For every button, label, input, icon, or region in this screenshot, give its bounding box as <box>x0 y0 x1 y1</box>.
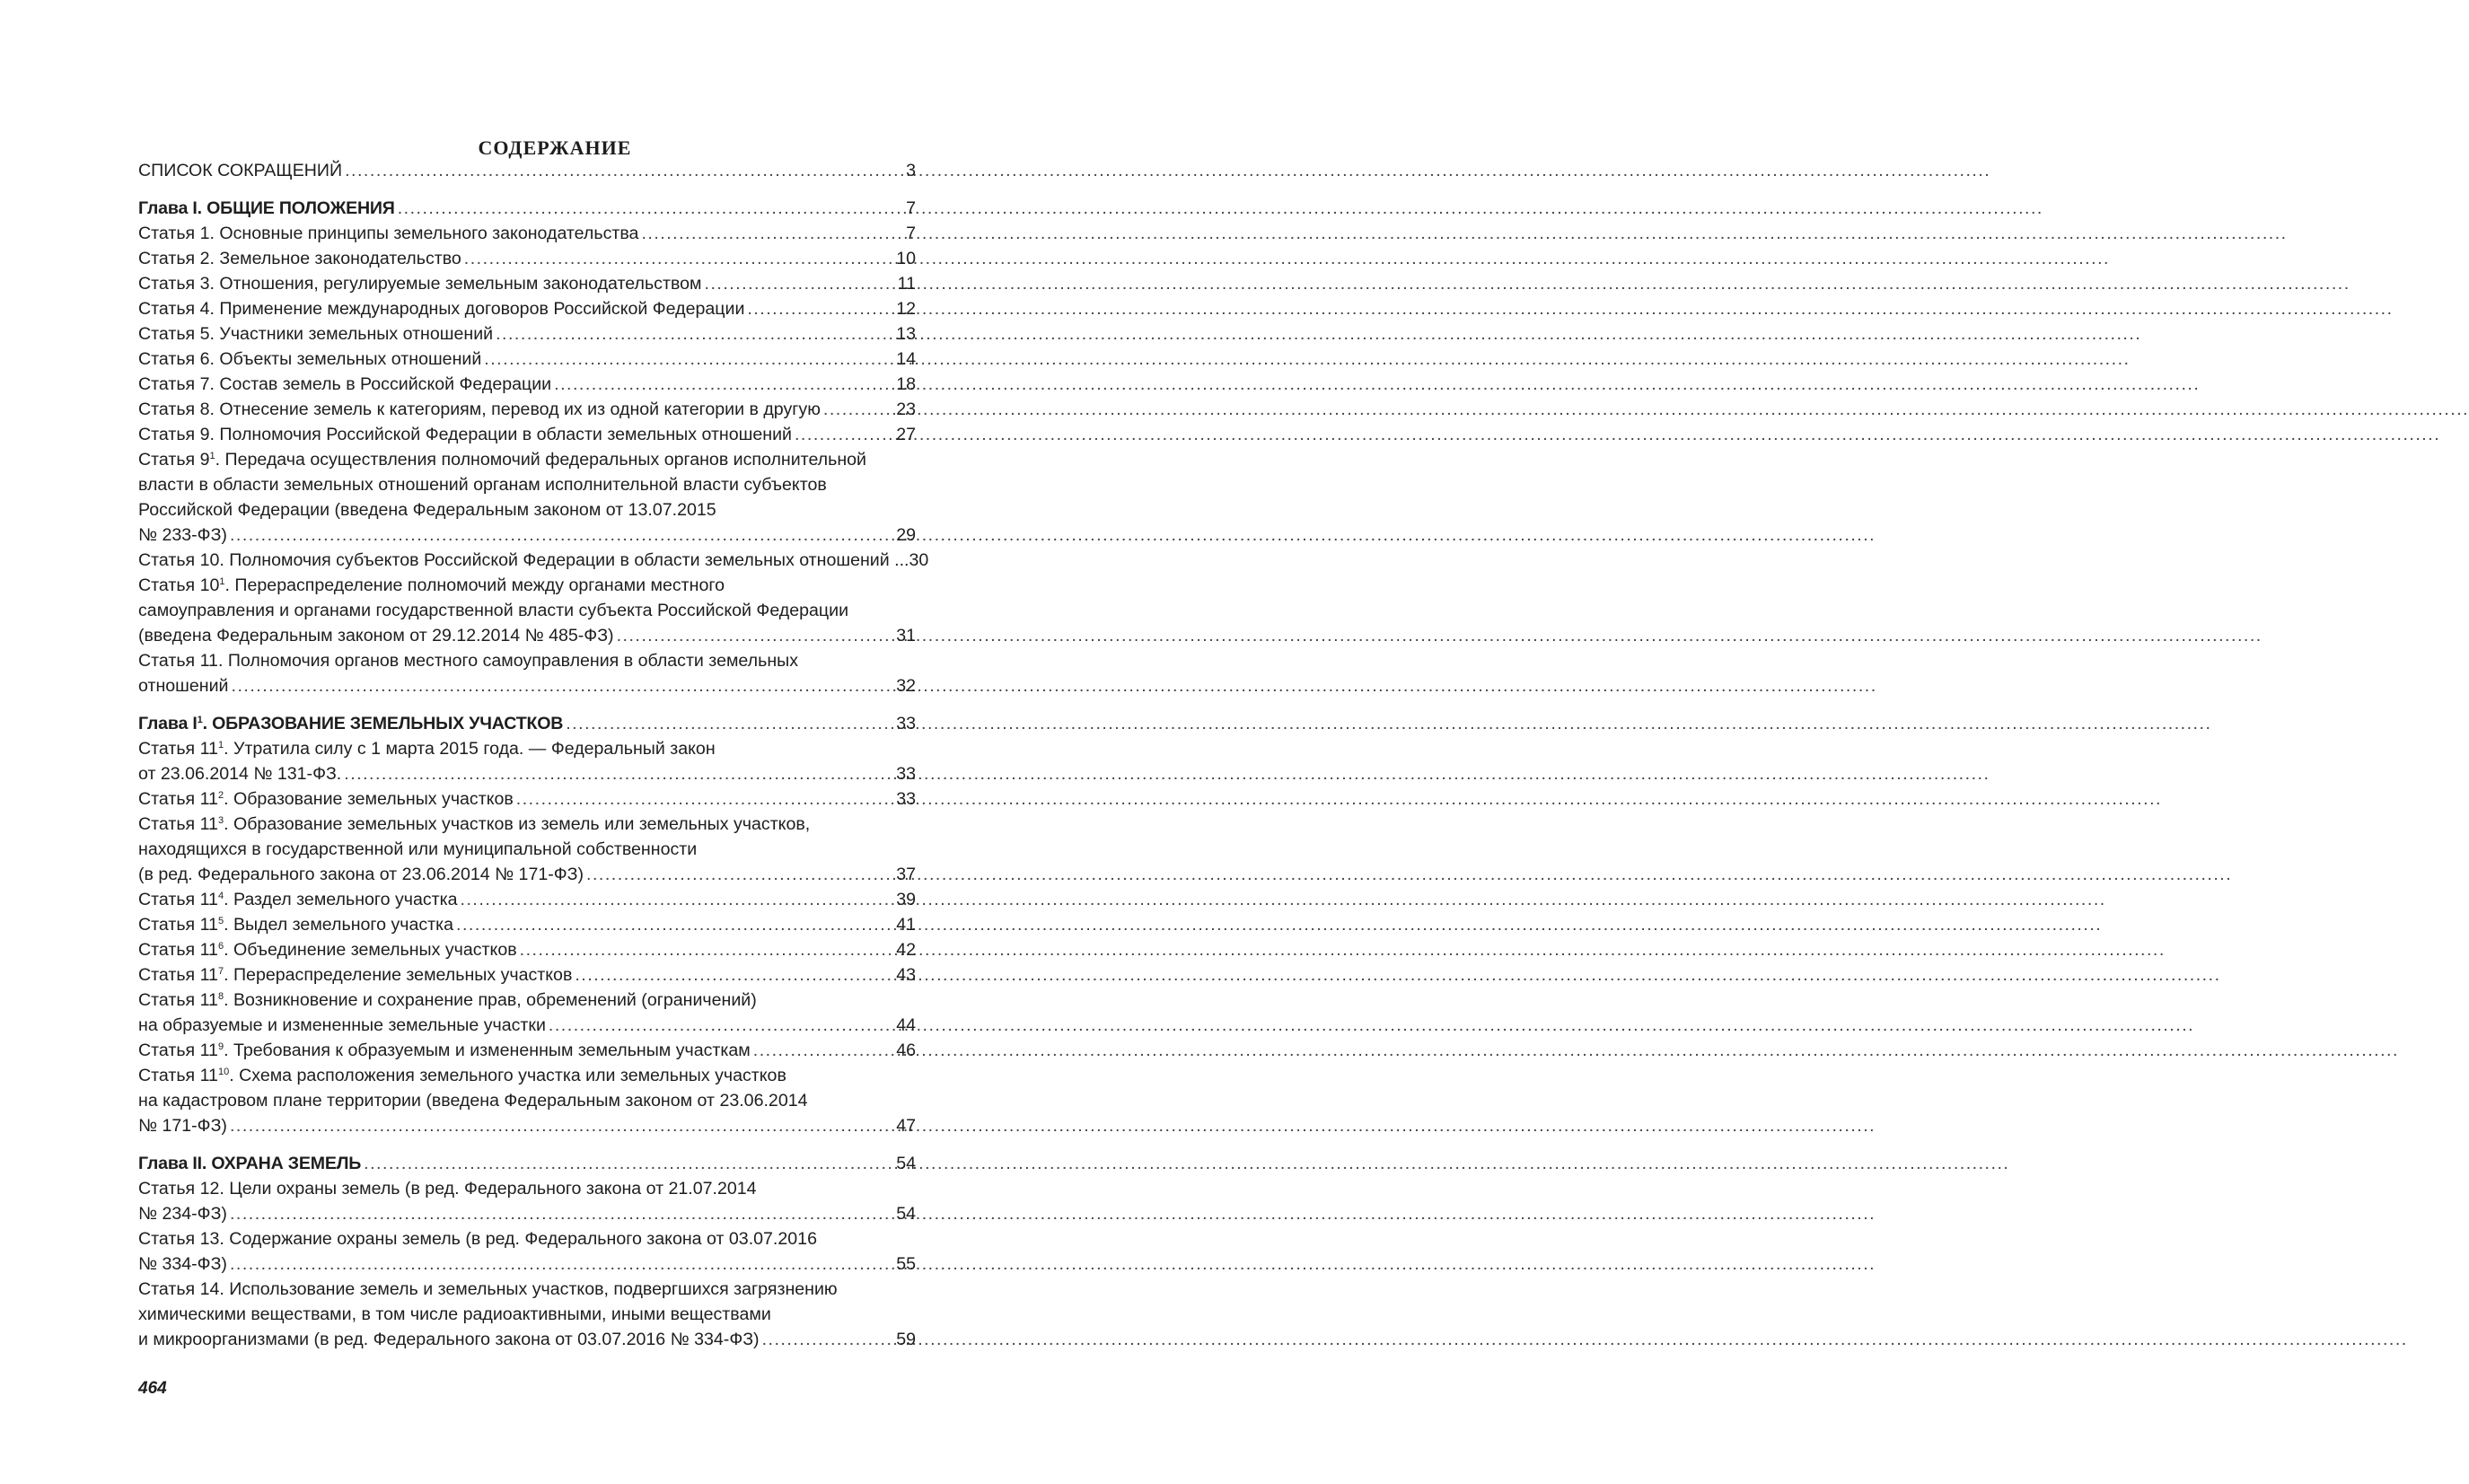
toc-entry-article-11-4[interactable]: Статья $11^4$. Раздел земельного участка ..... 39 <box>138 887 916 912</box>
toc-entry-article-3[interactable]: Статья 3. Отношения, регулируемые земельным законодательством ..... 11 <box>138 271 916 296</box>
toc-entry-article-6[interactable]: Статья 6. Объекты земельных отношений ..... 14 <box>138 347 916 372</box>
toc-entry-article-11-8[interactable]: Статья $11^8$. Возникновение и сохранение прав, обременений (ограничений) на образуемые и измененные земельные участки ..... 44 <box>138 988 916 1038</box>
toc-entry-article-11-7[interactable]: Статья $11^7$. Перераспределение земельных участков ..... 43 <box>138 962 916 988</box>
toc-chapter-1[interactable]: Глава I. ОБЩИЕ ПОЛОЖЕНИЯ ..... 7 <box>138 196 916 221</box>
toc-entry-article-11[interactable]: Статья 11. Полномочия органов местного самоуправления в области земельных отношений ..... 32 <box>138 648 916 698</box>
page-number: 3 <box>906 161 916 180</box>
toc-entry-article-11-3[interactable]: Статья $11^3$. Образование земельных участков из земель или земельных участков, находящихся в государственной или муниципальной собственности (в ред. Федерального закона от 23.06.2014 № 171-ФЗ) ..... 37 <box>138 812 916 887</box>
page-number: 7 <box>906 198 916 218</box>
toc-entry-abbreviations[interactable]: СПИСОК СОКРАЩЕНИЙ ..... 3 <box>138 158 916 183</box>
toc-entry-article-10[interactable]: Статья 10. Полномочия субъектов Российской Федерации в области земельных отношений ... 30 <box>138 550 929 570</box>
toc-entry-article-10-1[interactable]: Статья $10^1$. Перераспределение полномочий между органами местного самоуправления и органами государственной власти субъекта Российской Федерации (введена Федеральным законом от 29.12.2014 № 485-ФЗ) ..... 31 <box>138 573 916 648</box>
toc-entry-article-4[interactable]: Статья 4. Применение международных договоров Российской Федерации ..... 12 <box>138 296 916 321</box>
toc-chapter-1-1[interactable]: Глава $I^1$. ОБРАЗОВАНИЕ ЗЕМЕЛЬНЫХ УЧАСТКОВ ..... 33 <box>138 711 916 736</box>
toc-chapter-2[interactable]: Глава II. ОХРАНА ЗЕМЕЛЬ ..... 54 <box>138 1151 916 1176</box>
toc-entry-article-1[interactable]: Статья 1. Основные принципы земельного законодательства ..... 7 <box>138 221 916 246</box>
toc-entry-article-13[interactable]: Статья 13. Содержание охраны земель (в ред. Федерального закона от 03.07.2016 № 334-ФЗ) ..... 55 <box>138 1226 916 1277</box>
toc-entry-article-8[interactable]: Статья 8. Отнесение земель к категориям, перевод их из одной категории в другую ..... 23 <box>138 397 916 422</box>
book-page <box>0 0 1048 1484</box>
toc-entry-article-2[interactable]: Статья 2. Земельное законодательство ..... 10 <box>138 246 916 271</box>
table-of-contents <box>138 135 929 1352</box>
toc-title: СОДЕРЖАНИЕ <box>478 136 632 159</box>
toc-entry-article-11-1[interactable]: Статья $11^1$. Утратила силу с 1 марта 2015 года. — Федеральный закон от 23.06.2014 № 131-ФЗ. ..... 33 <box>138 736 916 786</box>
toc-entry-article-12[interactable]: Статья 12. Цели охраны земель (в ред. Федерального закона от 21.07.2014 № 234-ФЗ) ..... 54 <box>138 1176 916 1226</box>
toc-entry-article-14[interactable]: Статья 14. Использование земель и земельных участков, подвергшихся загрязнению химическими веществами, в том числе радиоактивными, иными веществами и микроорганизмами (в ред. Федерального закона от 03.07.2016 № 334-ФЗ) ..... 59 <box>138 1277 916 1352</box>
toc-entry-article-9-1[interactable]: Статья $9^1$. Передача осуществления полномочий федеральных органов исполнительной власти в области земельных отношений органам исполнительной власти субъектов Российской Федерации (введена Федеральным законом от 13.07.2015 № 233-ФЗ) ..... 29 <box>138 447 916 548</box>
toc-entry-article-11-5[interactable]: Статья $11^5$. Выдел земельного участка ..... 41 <box>138 912 916 937</box>
toc-entry-article-7[interactable]: Статья 7. Состав земель в Российской Федерации ..... 18 <box>138 372 916 397</box>
toc-entry-article-11-10[interactable]: Статья $11^{10}$. Схема расположения земельного участка или земельных участков на кадастровом плане территории (введена Федеральным законом от 23.06.2014 № 171-ФЗ) ..... 47 <box>138 1063 916 1138</box>
toc-entry-article-11-2[interactable]: Статья $11^2$. Образование земельных участков ..... 33 <box>138 786 916 812</box>
page-folio-number: 464 <box>138 1379 167 1398</box>
toc-entry-article-5[interactable]: Статья 5. Участники земельных отношений ..... 13 <box>138 321 916 347</box>
toc-entry-article-9[interactable]: Статья 9. Полномочия Российской Федерации в области земельных отношений ..... 27 <box>138 422 916 447</box>
toc-entry-article-11-6[interactable]: Статья $11^6$. Объединение земельных участков ..... 42 <box>138 937 916 962</box>
toc-entry-article-11-9[interactable]: Статья $11^9$. Требования к образуемым и измененным земельным участкам ..... 46 <box>138 1038 916 1063</box>
